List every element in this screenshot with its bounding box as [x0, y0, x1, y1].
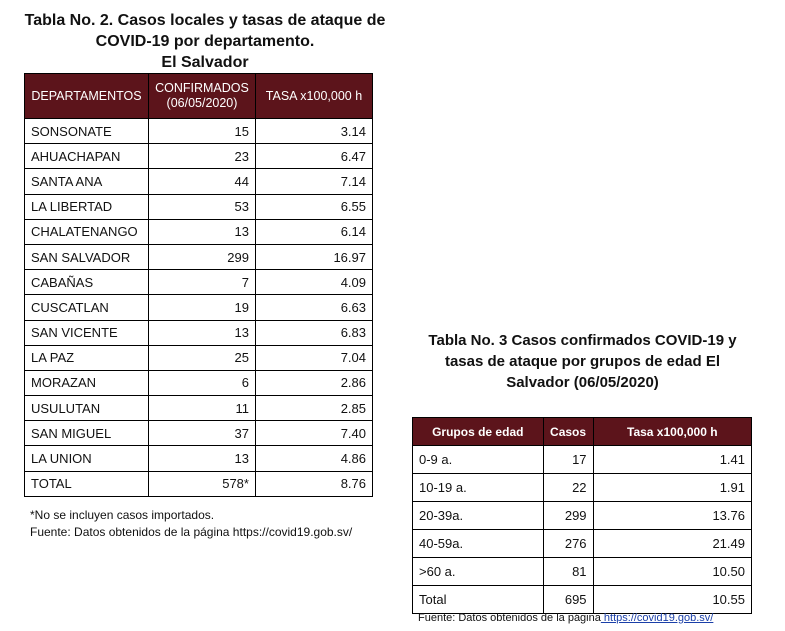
table-header-row — [413, 418, 752, 446]
table3-title-line: Salvador (06/05/2020) — [506, 374, 659, 391]
table2-title-line: Tabla No. 2. Casos locales y tasas de ataque de — [24, 12, 386, 29]
table3-title-line: Tabla No. 3 Casos confirmados COVID-19 y — [428, 332, 737, 349]
row-label-cell: LA PAZ — [25, 345, 149, 370]
cases-cell: 13 — [148, 446, 255, 471]
table2-title-line: COVID-19 por departamento. — [95, 33, 315, 50]
rate-cell: 8.76 — [255, 471, 372, 496]
table3-title — [410, 330, 755, 393]
table-row — [413, 558, 752, 586]
table2-title-line: El Salvador — [161, 54, 249, 71]
cases-cell: 81 — [543, 558, 593, 586]
rate-cell: 10.50 — [593, 558, 751, 586]
table-row — [413, 446, 752, 474]
column-header-confirmados: CONFIRMADOS (06/05/2020) — [148, 74, 255, 119]
rate-cell: 6.47 — [255, 144, 372, 169]
table2-notes — [30, 507, 352, 541]
table-row — [25, 345, 373, 370]
rate-cell: 2.85 — [255, 396, 372, 421]
cases-cell: 37 — [148, 421, 255, 446]
table2-source: Fuente: Datos obtenidos de la página https://covid19.gob.sv/ — [30, 525, 353, 539]
rate-cell: 21.49 — [593, 530, 751, 558]
table-row — [25, 320, 373, 345]
cases-cell: 695 — [543, 586, 593, 614]
row-label-cell: AHUACHAPAN — [25, 144, 149, 169]
row-label-cell: >60 a. — [413, 558, 544, 586]
table3-title-line: tasas de ataque por grupos de edad El — [444, 353, 721, 370]
rate-cell: 16.97 — [255, 244, 372, 269]
row-label-cell: LA UNION — [25, 446, 149, 471]
table-row — [25, 244, 373, 269]
row-label-cell: Total — [413, 586, 544, 614]
row-label-cell: 20-39a. — [413, 502, 544, 530]
cases-cell: 19 — [148, 295, 255, 320]
rate-cell: 4.09 — [255, 270, 372, 295]
row-label-cell: SANTA ANA — [25, 169, 149, 194]
cases-cell: 578* — [148, 471, 255, 496]
table-row — [25, 169, 373, 194]
cases-cell: 44 — [148, 169, 255, 194]
table2-title — [20, 10, 390, 73]
cases-cell: 299 — [543, 502, 593, 530]
row-label-cell: CABAÑAS — [25, 270, 149, 295]
cases-cell: 13 — [148, 320, 255, 345]
table-row — [25, 144, 373, 169]
row-label-cell: USULUTAN — [25, 396, 149, 421]
cases-cell: 7 — [148, 270, 255, 295]
table-row — [413, 474, 752, 502]
rate-cell: 1.91 — [593, 474, 751, 502]
table-row — [25, 446, 373, 471]
cases-cell: 23 — [148, 144, 255, 169]
rate-cell: 10.55 — [593, 586, 751, 614]
table-row — [413, 586, 752, 614]
column-header-departamentos: DEPARTAMENTOS — [25, 74, 149, 119]
table3-source — [418, 612, 713, 624]
table-row — [413, 530, 752, 558]
rate-cell: 1.41 — [593, 446, 751, 474]
cases-cell: 53 — [148, 194, 255, 219]
row-label-cell: 0-9 a. — [413, 446, 544, 474]
row-label-cell: 40-59a. — [413, 530, 544, 558]
cases-cell: 17 — [543, 446, 593, 474]
row-label-cell: CUSCATLAN — [25, 295, 149, 320]
rate-cell: 6.83 — [255, 320, 372, 345]
age-group-cases-table — [412, 417, 752, 614]
cases-cell: 276 — [543, 530, 593, 558]
column-header-tasa: Tasa x100,000 h — [593, 418, 751, 446]
cases-cell: 299 — [148, 244, 255, 269]
cases-cell: 13 — [148, 219, 255, 244]
row-label-cell: CHALATENANGO — [25, 219, 149, 244]
row-label-cell: 10-19 a. — [413, 474, 544, 502]
department-cases-table — [24, 73, 373, 497]
cases-cell: 6 — [148, 370, 255, 395]
row-label-cell: MORAZAN — [25, 370, 149, 395]
row-label-cell: SAN MIGUEL — [25, 421, 149, 446]
source-link[interactable]: https://covid19.gob.sv/ — [600, 612, 714, 624]
column-header-tasa: TASA x100,000 h — [255, 74, 372, 119]
row-label-cell: SAN SALVADOR — [25, 244, 149, 269]
cases-cell: 15 — [148, 119, 255, 144]
table-row — [25, 295, 373, 320]
imported-cases-note: *No se incluyen casos importados. — [30, 508, 215, 522]
cases-cell: 22 — [543, 474, 593, 502]
rate-cell: 6.63 — [255, 295, 372, 320]
table-row — [25, 194, 373, 219]
table-row — [413, 502, 752, 530]
rate-cell: 13.76 — [593, 502, 751, 530]
table-row — [25, 119, 373, 144]
table-row — [25, 421, 373, 446]
row-label-cell: TOTAL — [25, 471, 149, 496]
rate-cell: 7.14 — [255, 169, 372, 194]
rate-cell: 6.14 — [255, 219, 372, 244]
column-header-casos: Casos — [543, 418, 593, 446]
table-row — [25, 370, 373, 395]
cases-cell: 11 — [148, 396, 255, 421]
rate-cell: 7.04 — [255, 345, 372, 370]
row-label-cell: LA LIBERTAD — [25, 194, 149, 219]
rate-cell: 7.40 — [255, 421, 372, 446]
row-label-cell: SONSONATE — [25, 119, 149, 144]
table-row — [25, 270, 373, 295]
column-header-grupos-edad: Grupos de edad — [413, 418, 544, 446]
rate-cell: 2.86 — [255, 370, 372, 395]
table-header-row — [25, 74, 373, 119]
table-row — [25, 471, 373, 496]
table-row — [25, 219, 373, 244]
rate-cell: 6.55 — [255, 194, 372, 219]
row-label-cell: SAN VICENTE — [25, 320, 149, 345]
rate-cell: 3.14 — [255, 119, 372, 144]
table3-source-label: Fuente: Datos obtenidos de la página — [418, 612, 601, 624]
cases-cell: 25 — [148, 345, 255, 370]
table-row — [25, 396, 373, 421]
rate-cell: 4.86 — [255, 446, 372, 471]
